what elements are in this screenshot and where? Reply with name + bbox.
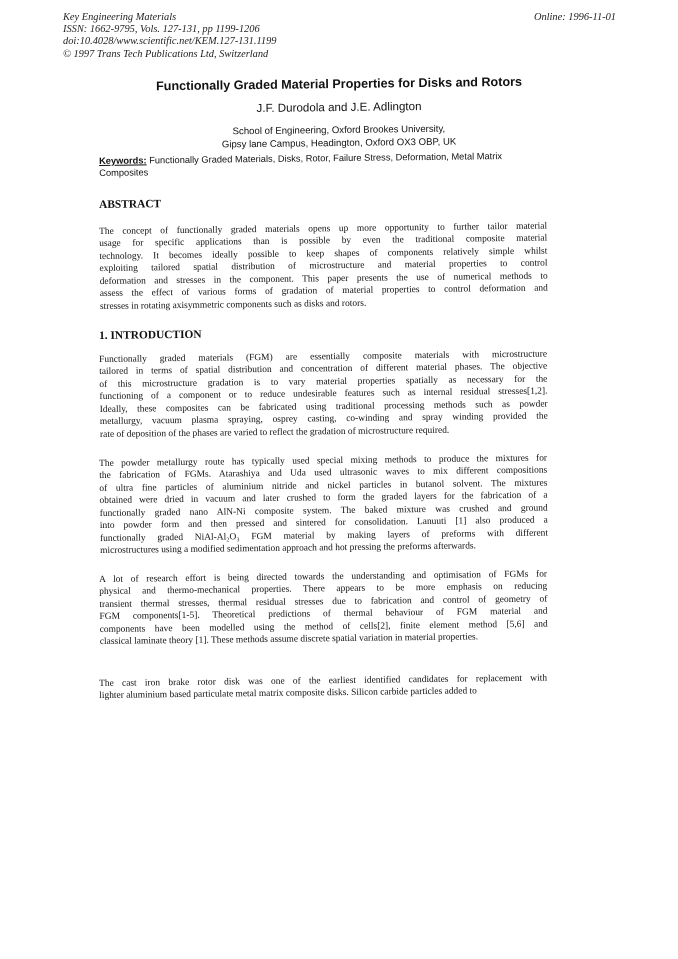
text-line: transient thermal stresses, thermal residual stresses due to fabrication and control of geometry of [99,594,548,610]
publication-header [63,12,276,61]
text-line: metallurgy, vacuum plasma spraying, osprey casting, co-winding and spray winding provided the [99,411,548,428]
text-line: functionally graded NiAl-Al₂O₃ FGM material by making layers of preforms with different [99,528,549,544]
text-line: stresses in rotating axisymmetric components such as disks and rotors. [99,298,367,312]
author-affiliation [95,122,583,153]
issn-line: ISSN: 1662-9795, Vols. 127-131, pp 1199-1206 [63,24,260,36]
text-line: Functionally graded materials (FGM) are essentially composite materials with microstructure [99,349,548,365]
text-line: Ideally, these composites can be fabricated using traditional processing methods such as powder [99,399,548,415]
text-line: of this microstructure gradation is to vary material properties spatially as necessary for the [99,374,548,390]
text-line: A lot of research effort is being directed towards the understanding and optimisation of FGMs for [99,569,548,585]
text-line: classical laminate theory [1]. These methods assume discrete spatial variation in material properties. [99,632,479,648]
text-line: usage for specific applications than is possible by even the traditional composite material [99,233,548,250]
text-line: exploiting tailored spatial distribution of microstructure and material properties to control [99,258,548,275]
introduction-heading: 1. INTRODUCTION [99,328,202,342]
text-line: technology. It becomes ideally possible to keep shapes of components relatively simple whilst [99,246,548,262]
doi-line: doi:10.4028/www.scientific.net/KEM.127-131.1199 [63,36,277,48]
abstract-heading: ABSTRACT [99,198,162,211]
keywords-label: Keywords: [99,155,147,166]
affiliation-line: School of Engineering, Oxford Brookes University, [232,123,446,138]
abstract-paragraph [99,221,548,314]
text-line: deformation and stresses in the component. This paper presents the use of numerical methods to [99,271,548,287]
keywords [99,151,549,180]
text-line: assess the effect of various forms of gradation of material properties to control deformation and [99,283,548,300]
text-line: rate of deposition of the phases are varied to reflect the gradation of microstructure required. [99,425,450,440]
journal-name: Key Engineering Materials [63,12,177,23]
keywords-text: Functionally Graded Materials, Disks, Rotor, Failure Stress, Deformation, Metal Matrix Composites [99,151,503,178]
affiliation-line: Gipsy lane Campus, Headington, Oxford OX3 OBP, UK [221,136,457,151]
text-line: components have been modelled using the method of cells[2], finite element method [5,6] and [99,619,548,635]
paper-authors: J.F. Durodola and J.E. Adlington [256,99,422,116]
online-date: Online: 1996-11-01 [533,12,616,23]
text-line: functionally graded nano AlN-Ni composite system. The baked mixture was crushed and ground [99,503,548,519]
text-line: microstructures using a modified sedimentation approach and hot pressing the preforms afterwards. [100,541,476,557]
text-line: The powder metallurgy route has typically used special mixing methods to produce the mixtures for [99,453,548,469]
paper-title: Functionally Graded Material Properties for Disks and Rotors [155,74,523,94]
text-line: of ultra fine particles of aluminium nitride and nickel particles in butanol solvent. The mixtures [99,478,548,494]
introduction-paragraph [99,673,547,703]
text-line: the fabrication of FGMs. Atarashiya and Uda used ultrasonic waves to mix different compositions [99,465,548,482]
text-line: physical and thermo-mechanical properties. There appears to be more emphasis on reducing [99,581,548,598]
text-line: The concept of functionally graded materials opens up more opportunity to further tailor material [99,221,548,237]
text-line: The cast iron brake rotor disk was one of the earliest identified candidates for replacement with [99,673,548,689]
text-line: into powder form and then pressed and sintered for consolidation. Lanuuti [1] also produced a [99,515,548,532]
text-line: obtained were dried in vacuum and later crushed to form the graded layers for the fabrication of a [99,490,548,507]
introduction-paragraph [99,569,548,649]
copyright-line: © 1997 Trans Tech Publications Ltd, Switzerland [63,48,269,60]
text-line: functioning of a component or to reduce undesirable features such as internal residual stresses[1,2]. [99,386,548,403]
introduction-paragraph [99,349,548,442]
introduction-paragraph [99,453,548,558]
text-line: FGM components[1-5]. Theoretical predictions of thermal behaviour of FGM material and [99,606,548,623]
text-line: lighter aluminium based particulate metal matrix composite disks. Silicon carbide particles added to [99,686,477,702]
text-line: tailored in terms of spatial distribution and concentration of different material phases. The objective [99,361,548,378]
